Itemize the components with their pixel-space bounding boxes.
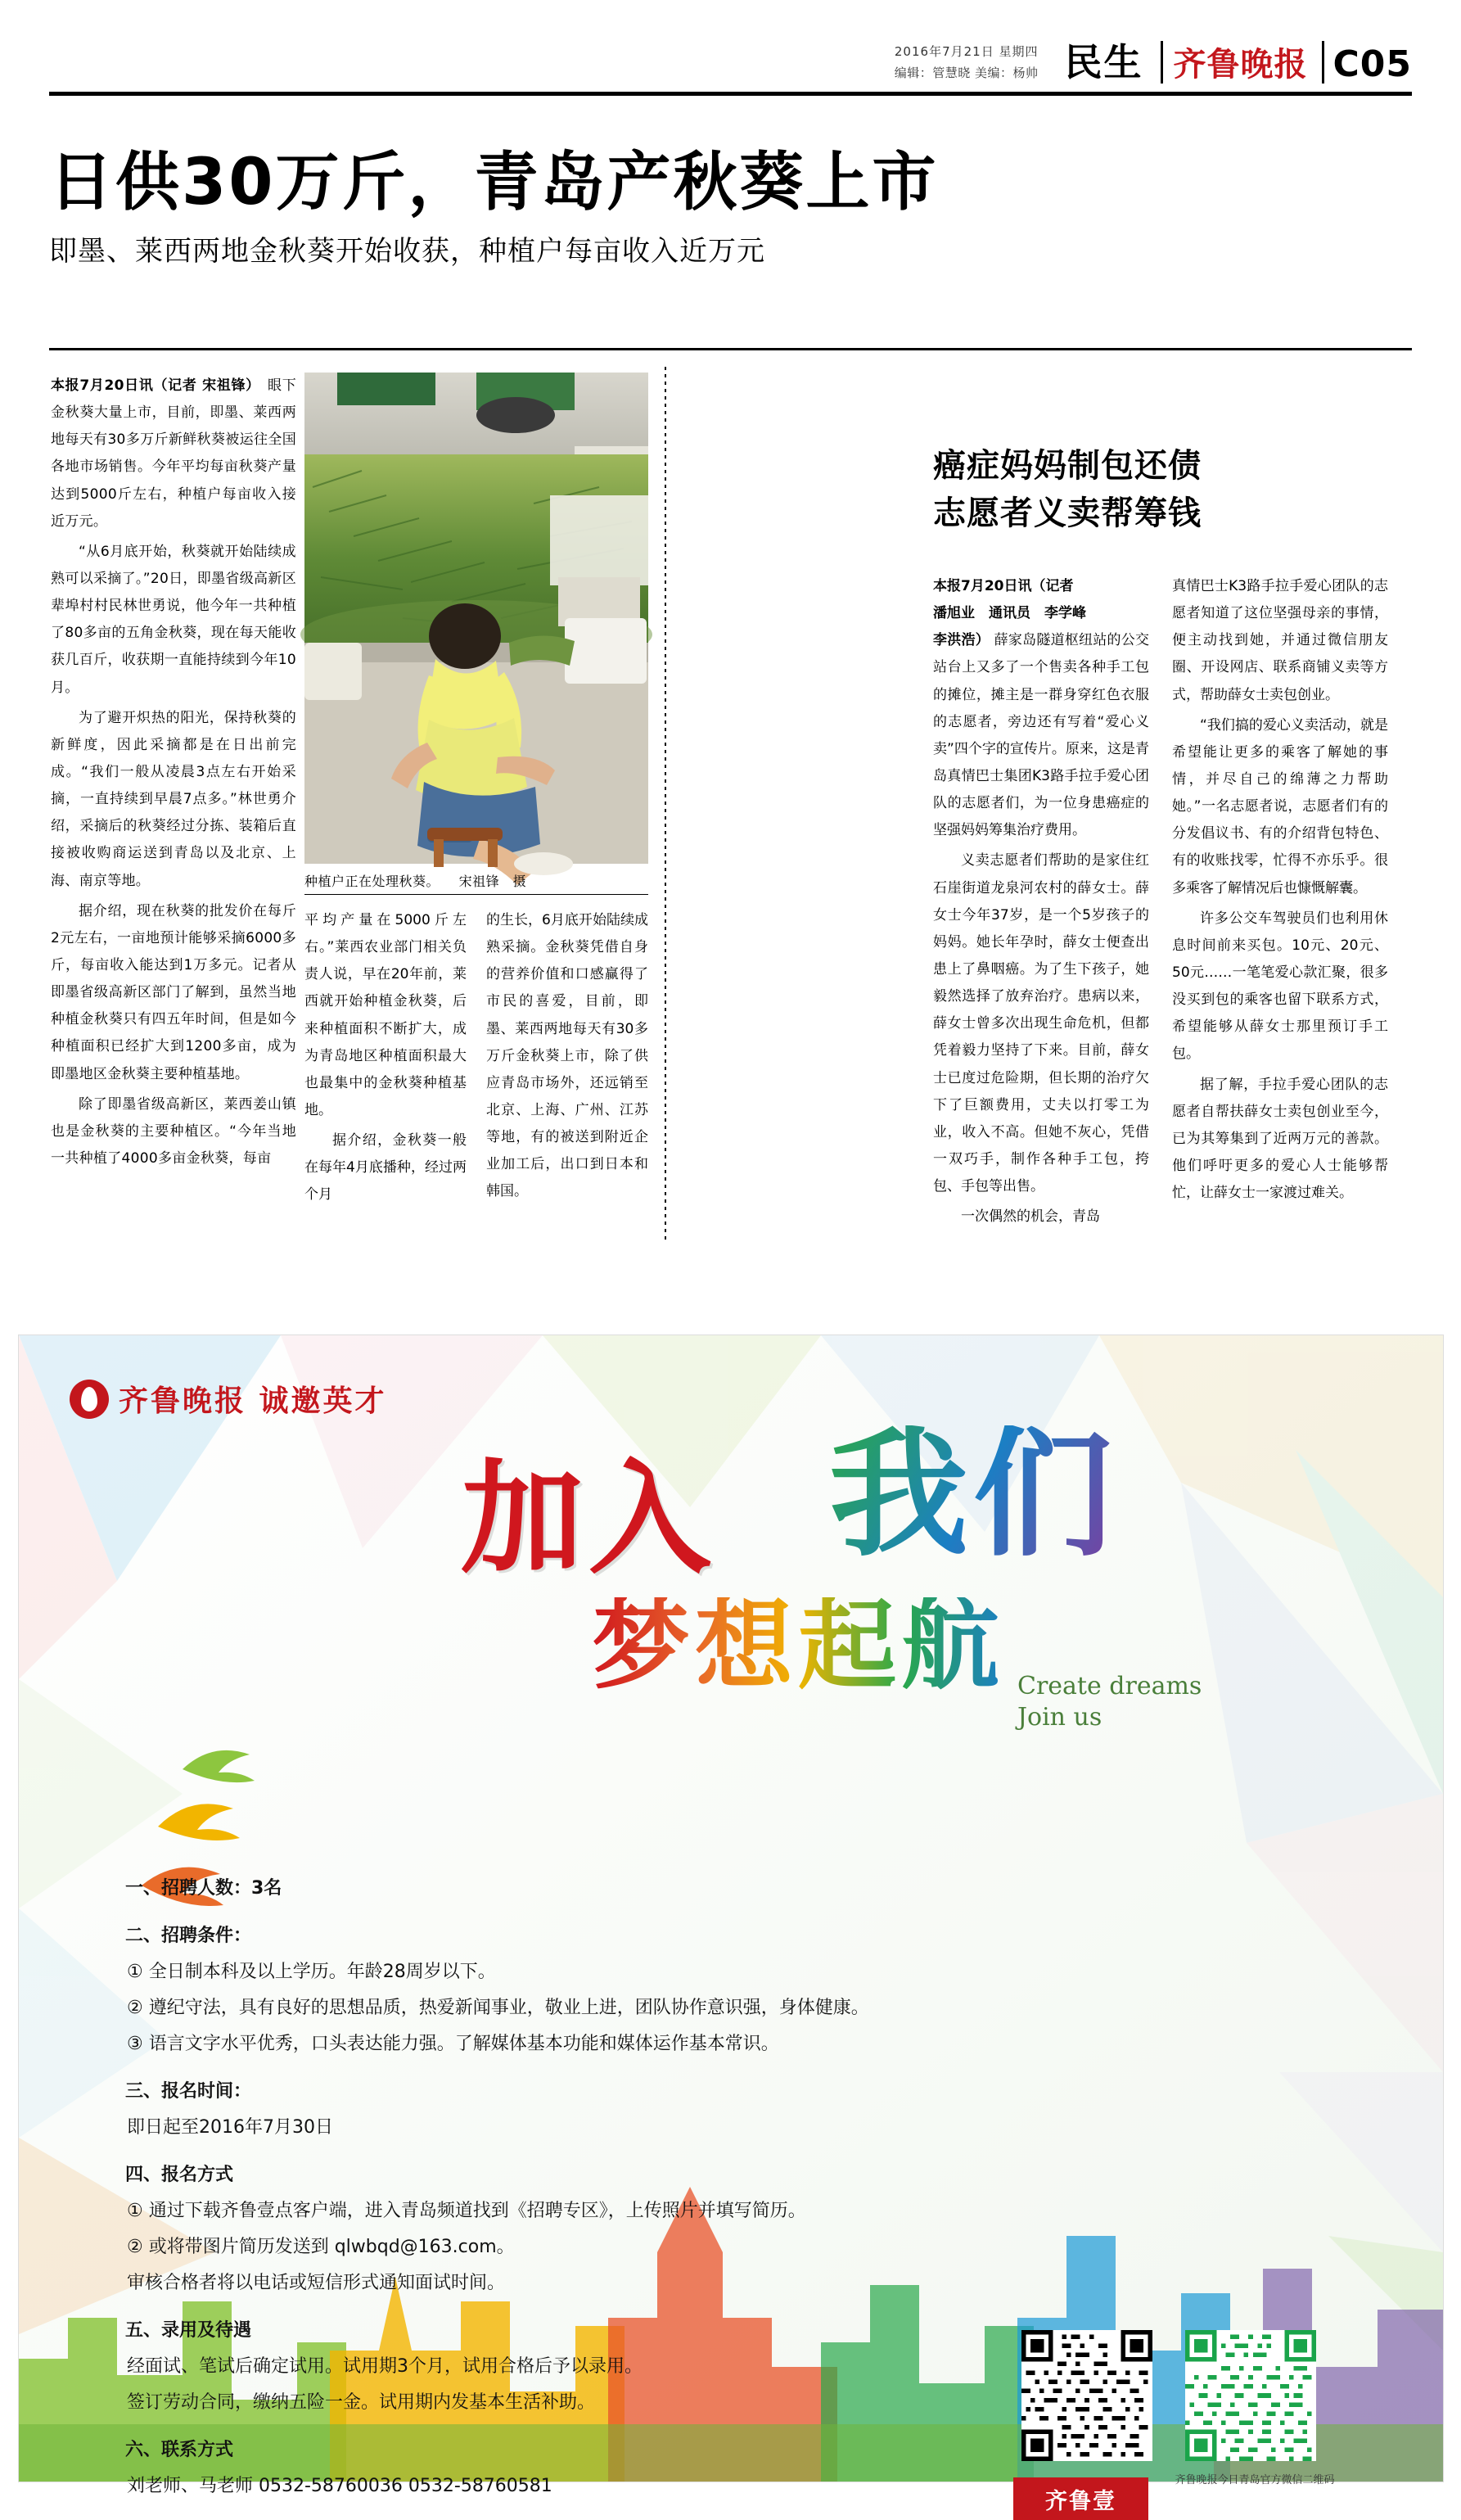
masthead-divider-2 xyxy=(1322,41,1324,84)
right-article-column-1 xyxy=(933,573,1149,1234)
ad-art-en-2: Join us xyxy=(1017,1702,1103,1732)
article-paragraph: 据介绍，金秋葵一般在每年4月底播种，经过两个月 xyxy=(304,1132,467,1204)
right-article-column-2 xyxy=(1172,573,1388,1210)
qr-caption: 齐鲁晚报今日青岛官方微信二维码 xyxy=(1175,2474,1335,2486)
section-name: 民生 xyxy=(1064,40,1143,84)
ad-line: 三、报名时间： xyxy=(125,2081,252,2102)
ad-line: 刘老师、马老师 0532-58760036 0532-58760581 xyxy=(127,2476,552,2496)
ad-art-word-1: 加入 xyxy=(461,1448,717,1591)
article-paragraph: 为了避开炽热的阳光，保持秋葵的新鲜度，因此采摘都是在日出前完成。“我们一般从凌晨3点左右开始采摘，一直持续到早晨7点多。”林世勇介绍，采摘后的秋葵经过分拣、装箱后直接被收购商运送到青岛以及北京、上海、南京等地。 xyxy=(51,709,296,889)
lead-headline-block xyxy=(49,147,1412,270)
photo-credit: 宋祖锋 摄 xyxy=(458,874,527,889)
qr-code-wechat[interactable] xyxy=(1185,2330,1316,2461)
masthead-dates xyxy=(895,42,1039,88)
sub-headline: 即墨、莱西两地金秋葵开始收获，种植户每亩收入近万元 xyxy=(49,235,765,269)
article-paragraph: 除了即墨省级高新区，莱西姜山镇也是金秋葵的主要种植区。“今年当地一共种植了4000多亩金秋葵，每亩 xyxy=(51,1095,296,1167)
masthead-rule xyxy=(49,92,1412,96)
masthead xyxy=(49,15,1412,88)
ad-line: 六、联系方式 xyxy=(125,2440,234,2460)
article-paragraph: 真情巴士K3路手拉手爱心团队的志愿者知道了这位坚强母亲的事情，便主动找到她，并通过微信朋友圈、开设网店、联系商铺义卖等方式，帮助薛女士卖包创业。 xyxy=(1172,578,1388,703)
editor-credits: 编辑：管慧晓 美编：杨帅 xyxy=(894,65,1039,80)
ad-brand-text: 齐鲁晚报 诚邀英才 xyxy=(119,1384,387,1418)
page-title: 日供30万斤，青岛产秋葵上市 xyxy=(49,146,939,219)
article-paragraph: 许多公交车驾驶员们也利用休息时间前来买包。10元、20元、50元……一笔笔爱心款汇聚，很多没买到包的乘客也留下联系方式，希望能够从薛女士那里预订手工包。 xyxy=(1172,910,1388,1063)
byline-line-2: 潘旭业 通讯员 李学峰 xyxy=(933,605,1086,622)
article-paragraph xyxy=(51,373,296,535)
photo-caption xyxy=(304,871,648,890)
ad-art-en-1: Create dreams xyxy=(1017,1672,1202,1700)
ad-line: 四、报名方式 xyxy=(125,2165,234,2185)
left-article-column xyxy=(51,373,296,1176)
ad-line: 经面试、笔试后确定试用。试用期3个月，试用合格后予以录用。 xyxy=(127,2356,643,2377)
article-column-continued-1 xyxy=(304,907,467,1213)
article-text: 薛家岛隧道枢纽站的公交站台上又多了一个售卖各种手工包的摊位，摊主是一群身穿红色衣服的志愿者，旁边还有写着“爱心义卖”四个字的宣传片。原来，这是青岛真情巴士集团K3路手拉手爱心团队的志愿者们，为一位身患癌症的坚强妈妈筹集治疗费用。 xyxy=(933,632,1150,839)
article-text: 眼下金秋葵大量上市，目前，即墨、莱西两地每天有30多万斤新鲜秋葵被运往全国各地市场销售。今年平均每亩秋葵产量达到5000斤左右，种植户每亩收入接近万元。 xyxy=(51,377,296,530)
ad-art-word-3: 梦想起航 xyxy=(592,1589,1004,1703)
caption-rule xyxy=(304,894,648,895)
byline-line-1: 本报7月20日讯（记者 xyxy=(933,578,1074,594)
ad-line: 五、录用及待遇 xyxy=(125,2320,252,2341)
right-headline-line-1: 癌症妈妈制包还债 xyxy=(933,447,1202,485)
ad-art-word-2: 我们 xyxy=(829,1414,1118,1576)
article-paragraph: 据了解，手拉手爱心团队的志愿者自帮扶薛女士卖包创业至今，已为其筹集到了近两万元的善款。他们呼吁更多的爱心人士能够帮忙，让薛女士一家渡过难关。 xyxy=(1172,1076,1388,1202)
article-paragraph: 义卖志愿者们帮助的是家住红石崖街道龙泉河农村的薛女士。薛女士今年37岁，是一个5岁孩子的妈妈。她长年孕时，薛女士便查出患上了鼻咽癌。为了生下孩子，她毅然选择了放弃治疗。患病以来，薛女士曾多次出现生命危机，但都凭着毅力坚持了下来。目前，薛女士已度过危险期，但长期的治疗欠下了巨额费用，丈夫以打零工为业，收入不高。但她不灰心，凭借一双巧手，制作各种手工包，挎包、手包等出售。 xyxy=(933,852,1149,1195)
ad-line: ② 或将带图片简历发送到 qlwbqd@163.com。 xyxy=(127,2237,515,2257)
photo-caption-text: 种植户正在处理秋葵。 xyxy=(304,874,440,889)
article-paragraph: 一次偶然的机会，青岛 xyxy=(961,1208,1100,1226)
byline: 本报7月20日讯（记者 宋祖锋） xyxy=(51,377,254,394)
seal-text: 齐鲁壹 xyxy=(1045,2488,1116,2514)
article-column-continued-2 xyxy=(486,907,648,1209)
ad-line: ② 遵纪守法，具有良好的思想品质，热爱新闻事业，敬业上进，团队协作意识强，身体健康。 xyxy=(127,1998,869,2018)
article-byline-paragraph xyxy=(933,573,1149,844)
column-separator xyxy=(665,367,666,1243)
ad-line: 审核合格者将以电话或短信形式通知面试时间。 xyxy=(127,2273,506,2293)
ad-art-english xyxy=(1017,1671,1202,1732)
newspaper-logo: 齐鲁晚报 xyxy=(1173,45,1308,84)
recruitment-advertisement[interactable] xyxy=(18,1335,1444,2514)
article-paragraph: “从6月底开始，秋葵就开始陆续成熟可以采摘了。”20日，即墨省级高新区辈埠村村民林世勇说，他今年一共种植了80多亩的五角金秋葵，现在每天能收获几百斤，收获期一直能持续到今年10月。 xyxy=(51,543,296,696)
ad-brand xyxy=(70,1378,387,1420)
publication-date: 2016年7月21日 星期四 xyxy=(894,44,1039,59)
ad-line: 二、招聘条件： xyxy=(125,1926,252,1946)
ad-line: 即日起至2016年7月30日 xyxy=(127,2117,333,2138)
ad-body-text xyxy=(125,1859,944,2504)
masthead-divider xyxy=(1161,41,1163,84)
flame-logo-icon xyxy=(70,1380,109,1419)
byline-line-3: 李洪浩） xyxy=(933,632,990,649)
ad-artwork xyxy=(444,1414,1263,1777)
article-paragraph: 平均产量在5000斤左右。”莱西农业部门相关负责人说，早在20年前，莱西就开始种植金秋葵，后来种植面积不断扩大，成为青岛地区种植面积最大也最集中的金秋葵种植基地。 xyxy=(304,912,467,1118)
qr-code-app[interactable] xyxy=(1021,2330,1152,2461)
article-paragraph: 据介绍，现在秋葵的批发价在每斤2元左右，一亩地预计能够采摘6000多斤，每亩收入能达到1万多元。记者从即墨省级高新区部门了解到，虽然当地种植金秋葵只有四五年时间，但是如今种植面积已经扩大到1200多亩，成为即墨地区金秋葵主要种植基地。 xyxy=(51,902,296,1082)
ad-line: 一、招聘人数：3名 xyxy=(125,1878,282,1899)
page-number: C05 xyxy=(1332,43,1412,85)
article-paragraph: “我们搞的爱心义卖活动，就是希望能让更多的乘客了解她的事情，并尽自己的绵薄之力帮助她。”一名志愿者说，志愿者们有的分发倡议书、有的介绍背包特色、有的收账找零，忙得不亦乐乎。很多乘客了解情况后也慷慨解囊。 xyxy=(1172,716,1388,896)
ad-line: 签订劳动合同，缴纳五险一金。试用期内发基本生活补助。 xyxy=(127,2392,596,2413)
right-headline-line-2: 志愿者义卖帮筹钱 xyxy=(933,495,1202,532)
article-photo xyxy=(304,373,648,864)
ad-line: ① 全日制本科及以上学历。年龄28周岁以下。 xyxy=(127,1962,496,1982)
article-paragraph: 的生长，6月底开始陆续成熟采摘。金秋葵凭借自身的营养价值和口感赢得了市民的喜爱，目前，即墨、莱西两地每天有30多万斤金秋葵上市，除了供应青岛市场外，还远销至北京、上海、广州、江苏等地，有的被送到附近企业加工后，出口到日本和韩国。 xyxy=(486,912,648,1200)
ad-line: ③ 语言文字水平优秀，口头表达能力强。了解媒体基本功能和媒体运作基本常识。 xyxy=(127,2034,779,2054)
ad-line: ① 通过下载齐鲁壹点客户端，进入青岛频道找到《招聘专区》，上传照片并填写简历。 xyxy=(127,2201,806,2221)
photo-illustration xyxy=(304,373,648,864)
qiluyidian-seal xyxy=(1013,2477,1148,2520)
headline-rule xyxy=(49,348,1412,350)
right-article-headline xyxy=(933,442,1412,537)
